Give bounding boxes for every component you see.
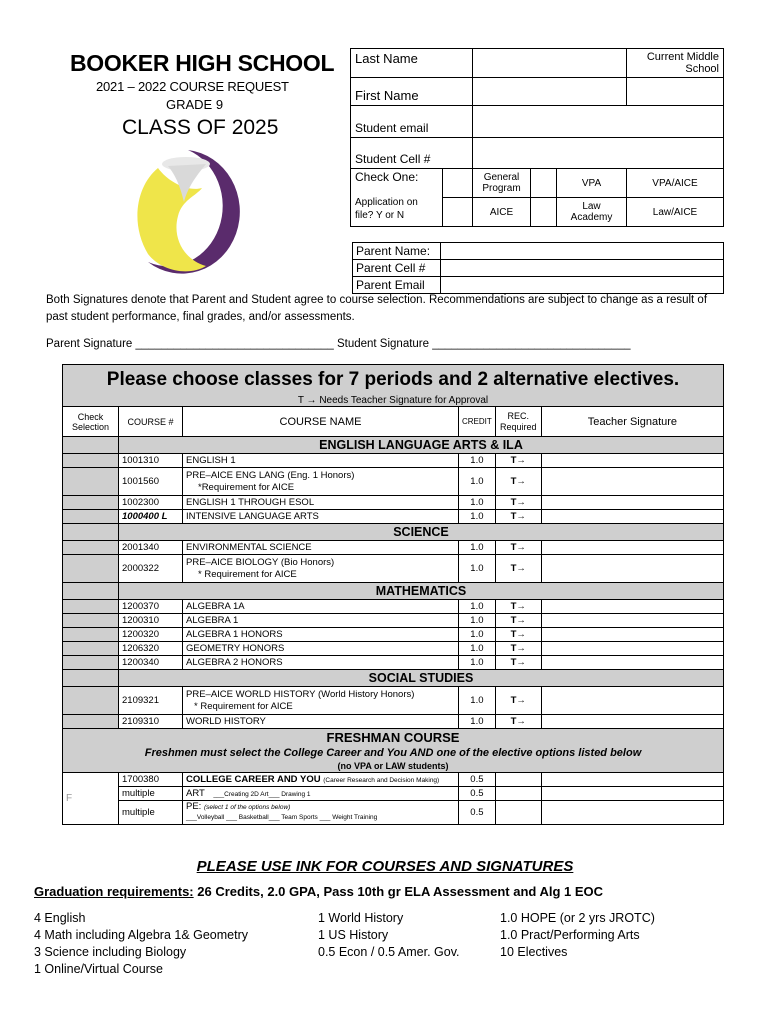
course-name-cell	[183, 787, 459, 801]
teacher-signature-cell[interactable]	[541, 454, 723, 468]
teacher-signature-cell[interactable]	[541, 600, 723, 614]
signature-note: Both Signatures denote that Parent and Student agree to course selection. Recommendations are subject to change as a result of past student performance, final grades, and/or assessments.	[46, 294, 708, 323]
course-num: 1000400 L	[119, 510, 183, 524]
class-of-label: CLASS OF 2025	[122, 116, 279, 139]
freshman-check-mark: F	[66, 793, 73, 804]
parent-name-label: Parent Name:	[353, 243, 441, 260]
parent-cell-label: Parent Cell #	[353, 260, 441, 277]
rec-arrow: T→	[495, 510, 541, 524]
teacher-signature-cell[interactable]	[541, 628, 723, 642]
teacher-signature-cell[interactable]	[541, 510, 723, 524]
course-num: 1200320	[119, 628, 183, 642]
rec-arrow: T→	[495, 642, 541, 656]
option-vpa-aice: VPA/AICE	[627, 169, 724, 198]
course-name-cell	[183, 687, 459, 715]
pe-options[interactable]: ___Volleyball ___ Basketball___ Team Sports ___ Weight Training	[186, 814, 378, 821]
requirements-col-2	[318, 910, 460, 961]
rec-arrow: T→	[495, 541, 541, 555]
teacher-signature-cell[interactable]	[541, 656, 723, 670]
course-detail: (Career Research and Decision Making)	[323, 777, 440, 784]
application-on-file-label: Application on file? Y or N	[355, 197, 418, 221]
ink-notice: PLEASE USE INK FOR COURSES AND SIGNATURES	[196, 858, 574, 875]
rec-arrow: T→	[495, 468, 541, 496]
option-aice: AICE	[473, 198, 531, 227]
student-cell-field[interactable]	[473, 138, 724, 169]
course-name-cell	[183, 555, 459, 583]
course-num: 2000322	[119, 555, 183, 583]
course-name-cell	[183, 468, 459, 496]
course-detail: (select 1 of the options below)	[203, 804, 291, 811]
check-one-label: Check One:	[355, 170, 419, 184]
rec-arrow: T→	[495, 715, 541, 729]
course-credit: 1.0	[459, 687, 496, 715]
header-teacher: Teacher Signature	[541, 407, 723, 437]
section-freshman: FRESHMAN COURSE	[63, 729, 724, 747]
requirement-item: 4 Math including Algebra 1& Geometry	[34, 928, 249, 942]
check-one-cell	[351, 169, 443, 227]
student-cell-label: Student Cell #	[351, 138, 473, 169]
check-cell[interactable]	[63, 687, 119, 715]
course-credit: 1.0	[459, 642, 496, 656]
requirement-item: 1 US History	[318, 928, 389, 942]
requirements-col-3	[500, 910, 655, 961]
course-num: 1200340	[119, 656, 183, 670]
check-cell[interactable]	[63, 628, 119, 642]
course-name: PRE–AICE ENG LANG (Eng. 1 Honors)	[186, 469, 355, 481]
freshman-check-cell[interactable]	[63, 773, 119, 825]
rec-cell	[495, 787, 541, 801]
teacher-signature-cell[interactable]	[541, 801, 723, 825]
teacher-signature-cell[interactable]	[541, 642, 723, 656]
grad-text: 26 Credits, 2.0 GPA, Pass 10th gr ELA Assessment and Alg 1 EOC	[193, 884, 604, 899]
option-general-program: General Program	[473, 169, 531, 198]
course-credit: 1.0	[459, 628, 496, 642]
teacher-signature-cell[interactable]	[541, 555, 723, 583]
first-name-label: First Name	[351, 78, 473, 106]
requirement-item: 0.5 Econ / 0.5 Amer. Gov.	[318, 945, 460, 959]
course-table	[62, 364, 724, 825]
section-ela: ENGLISH LANGUAGE ARTS & ILA	[119, 437, 724, 454]
check-cell[interactable]	[63, 496, 119, 510]
school-logo-icon	[128, 142, 250, 278]
teacher-signature-cell[interactable]	[541, 715, 723, 729]
student-email-field[interactable]	[473, 106, 724, 138]
grad-label: Graduation requirements:	[34, 884, 194, 899]
rec-cell	[495, 801, 541, 825]
course-name: WORLD HISTORY	[183, 715, 459, 729]
check-cell[interactable]	[63, 642, 119, 656]
rec-arrow: T→	[495, 628, 541, 642]
course-name: ENGLISH 1	[183, 454, 459, 468]
course-credit: 1.0	[459, 541, 496, 555]
section-social-studies: SOCIAL STUDIES	[119, 670, 724, 687]
course-num: 1206320	[119, 642, 183, 656]
course-num: multiple	[119, 801, 183, 825]
school-name: BOOKER HIGH SCHOOL	[70, 50, 335, 76]
check-cell[interactable]	[63, 541, 119, 555]
course-note: * Requirement for AICE	[194, 700, 293, 712]
rec-arrow: T→	[495, 687, 541, 715]
check-cell[interactable]	[63, 468, 119, 496]
course-credit: 0.5	[459, 801, 496, 825]
course-credit: 0.5	[459, 773, 496, 787]
check-cell[interactable]	[63, 614, 119, 628]
art-options[interactable]: ___Creating 2D Art___ Drawing 1	[213, 791, 311, 798]
teacher-signature-cell[interactable]	[541, 468, 723, 496]
graduation-requirements	[34, 884, 603, 899]
course-name: ENVIRONMENTAL SCIENCE	[183, 541, 459, 555]
check-cell[interactable]	[63, 454, 119, 468]
check-cell[interactable]	[63, 510, 119, 524]
course-num: 2001340	[119, 541, 183, 555]
course-num: 1001560	[119, 468, 183, 496]
course-credit: 0.5	[459, 787, 496, 801]
requirement-item: 1 World History	[318, 911, 404, 925]
course-name: ALGEBRA 1A	[183, 600, 459, 614]
course-credit: 1.0	[459, 468, 496, 496]
section-spacer	[63, 583, 119, 600]
course-num: 1700380	[119, 773, 183, 787]
teacher-signature-cell[interactable]	[541, 787, 723, 801]
student-email-label: Student email	[351, 106, 473, 138]
course-name: ALGEBRA 1 HONORS	[183, 628, 459, 642]
course-name: ALGEBRA 1	[183, 614, 459, 628]
requirements-col-1	[34, 910, 248, 978]
course-credit: 1.0	[459, 555, 496, 583]
course-credit: 1.0	[459, 454, 496, 468]
check-cell[interactable]	[63, 715, 119, 729]
current-middle-school-label: Current Middle School	[627, 49, 724, 78]
course-num: 1001310	[119, 454, 183, 468]
requirement-item: 3 Science including Biology	[34, 945, 187, 959]
course-name: ART	[186, 788, 205, 799]
course-name: PE:	[186, 801, 202, 812]
teacher-signature-cell[interactable]	[541, 614, 723, 628]
course-name: PRE–AICE WORLD HISTORY (World History Honors)	[186, 688, 415, 700]
first-name-field[interactable]	[473, 78, 627, 106]
freshman-instruction: Freshmen must select the College Career and You AND one of the elective options listed below	[63, 746, 724, 760]
rec-arrow: T→	[495, 600, 541, 614]
check-cell[interactable]	[63, 555, 119, 583]
requirement-item: 1.0 Pract/Performing Arts	[500, 928, 640, 942]
rec-arrow: T→	[495, 454, 541, 468]
option-vpa: VPA	[557, 169, 627, 198]
header-course-num: COURSE #	[119, 407, 183, 437]
header-course-name: COURSE NAME	[183, 407, 459, 437]
header-check: Check Selection	[63, 407, 119, 437]
option-law-aice: Law/AICE	[627, 198, 724, 227]
course-name: COLLEGE CAREER AND YOU	[186, 774, 321, 785]
course-credit: 1.0	[459, 496, 496, 510]
option-law-academy: Law Academy	[557, 198, 627, 227]
rec-arrow: T→	[495, 496, 541, 510]
course-name: INTENSIVE LANGUAGE ARTS	[183, 510, 459, 524]
rec-arrow: T→	[495, 555, 541, 583]
parent-name-field[interactable]	[441, 243, 724, 260]
course-num: multiple	[119, 787, 183, 801]
teacher-signature-cell[interactable]	[541, 773, 723, 787]
requirement-item: 4 English	[34, 911, 86, 925]
table-subtitle: T → Needs Teacher Signature for Approval	[63, 395, 724, 407]
requirement-item: 1 Online/Virtual Course	[34, 962, 164, 976]
course-credit: 1.0	[459, 715, 496, 729]
header-rec: REC. Required	[495, 407, 541, 437]
teacher-signature-cell[interactable]	[541, 496, 723, 510]
course-num: 2109321	[119, 687, 183, 715]
rec-arrow: T→	[495, 614, 541, 628]
course-num: 1002300	[119, 496, 183, 510]
course-name: ENGLISH 1 THROUGH ESOL	[183, 496, 459, 510]
rec-cell	[495, 773, 541, 787]
check-cell[interactable]	[63, 656, 119, 670]
course-note: * Requirement for AICE	[198, 568, 297, 580]
checkbox-law-academy[interactable]	[531, 198, 557, 227]
course-credit: 1.0	[459, 656, 496, 670]
course-credit: 1.0	[459, 510, 496, 524]
checkbox-aice[interactable]	[443, 198, 473, 227]
section-spacer	[63, 437, 119, 454]
freshman-restriction: (no VPA or LAW students)	[63, 760, 724, 773]
section-spacer	[63, 670, 119, 687]
middle-school-field[interactable]	[627, 78, 724, 106]
table-title: Please choose classes for 7 periods and 2 alternative electives.	[63, 365, 724, 396]
grade-label: GRADE 9	[166, 97, 224, 112]
section-spacer	[63, 524, 119, 541]
course-note: *Requirement for AICE	[198, 481, 295, 493]
course-num: 1200370	[119, 600, 183, 614]
last-name-label: Last Name	[351, 49, 473, 78]
signature-lines[interactable]: Parent Signature _______________________________ Student Signature _______________________________	[46, 338, 631, 350]
course-num: 2109310	[119, 715, 183, 729]
requirement-item: 10 Electives	[500, 945, 568, 959]
check-cell[interactable]	[63, 600, 119, 614]
parent-email-field[interactable]	[441, 277, 724, 294]
course-name-cell	[183, 773, 459, 787]
requirement-item: 1.0 HOPE (or 2 yrs JROTC)	[500, 911, 655, 925]
header-credit: CREDIT	[459, 407, 496, 437]
checkbox-vpa[interactable]	[531, 169, 557, 198]
parent-email-label: Parent Email	[353, 277, 441, 294]
course-name: GEOMETRY HONORS	[183, 642, 459, 656]
parent-cell-field[interactable]	[441, 260, 724, 277]
course-credit: 1.0	[459, 600, 496, 614]
teacher-signature-cell[interactable]	[541, 687, 723, 715]
checkbox-general-program[interactable]	[443, 169, 473, 198]
teacher-signature-cell[interactable]	[541, 541, 723, 555]
course-credit: 1.0	[459, 614, 496, 628]
section-math: MATHEMATICS	[119, 583, 724, 600]
section-science: SCIENCE	[119, 524, 724, 541]
rec-arrow: T→	[495, 656, 541, 670]
course-name: ALGEBRA 2 HONORS	[183, 656, 459, 670]
last-name-field[interactable]	[473, 49, 627, 78]
form-subtitle: 2021 – 2022 COURSE REQUEST	[96, 79, 289, 94]
course-name: PRE–AICE BIOLOGY (Bio Honors)	[186, 556, 335, 568]
course-name-cell	[183, 801, 459, 825]
course-num: 1200310	[119, 614, 183, 628]
